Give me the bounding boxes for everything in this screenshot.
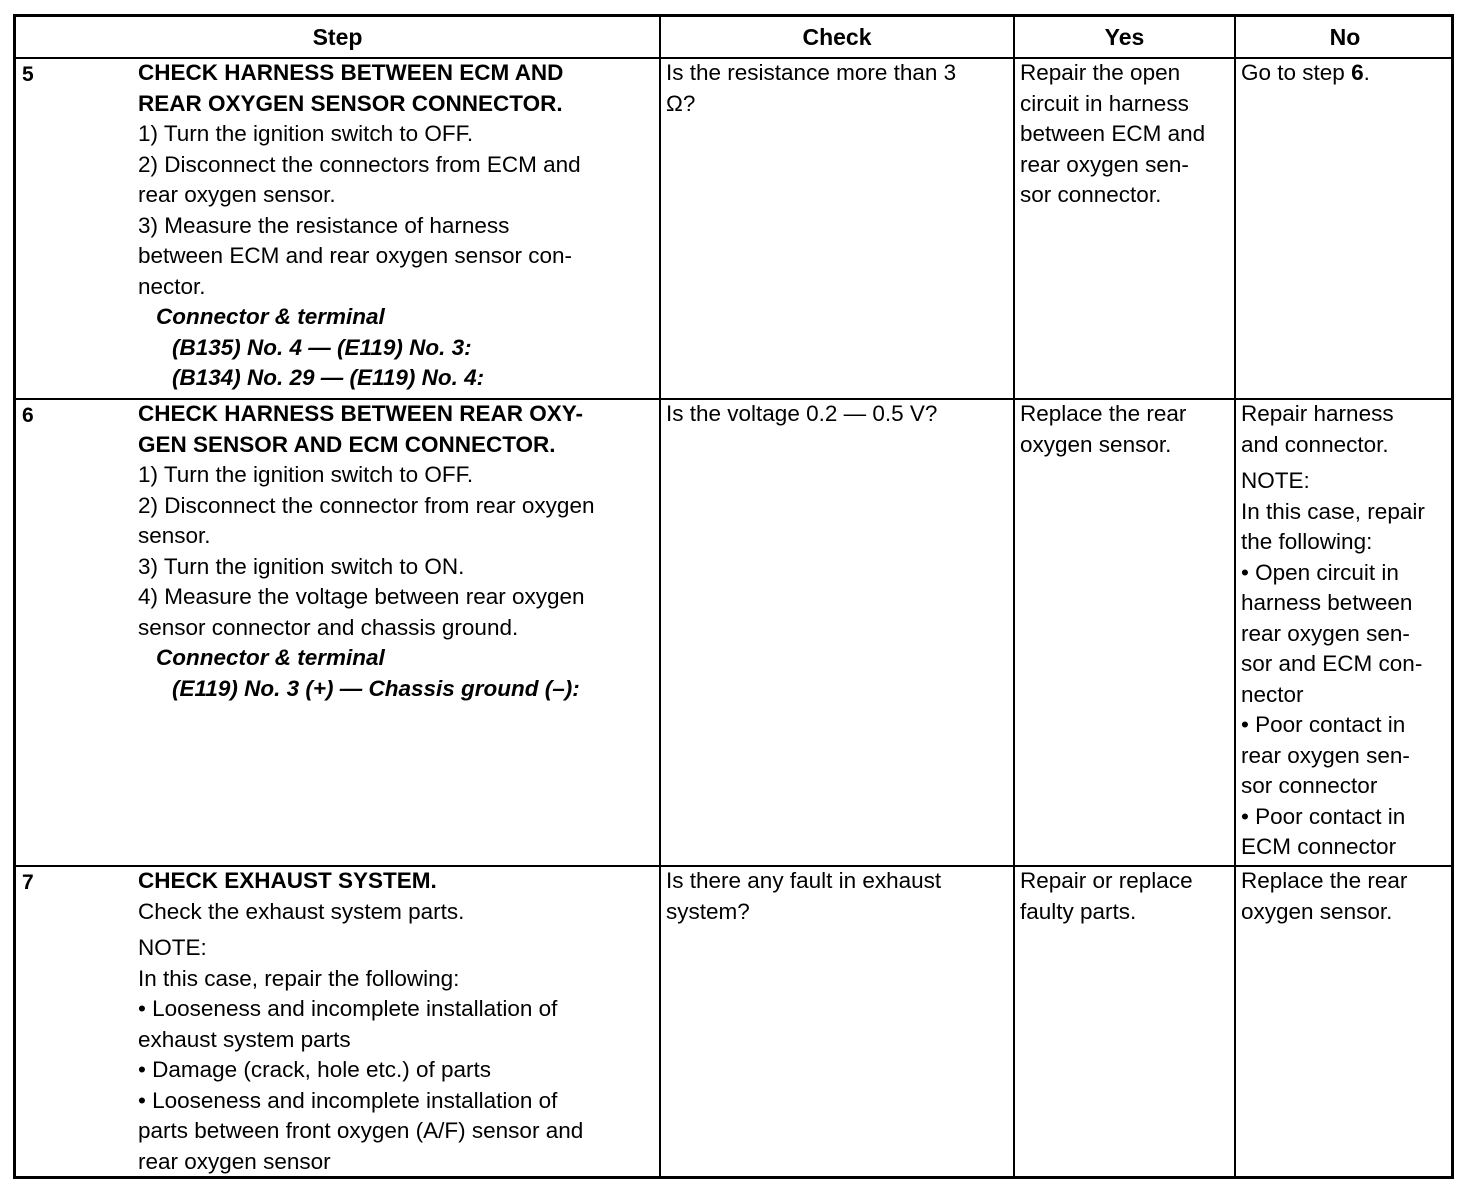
note-text: sor connector: [1241, 773, 1378, 798]
no-text: Go to step 6.: [1241, 60, 1370, 85]
note-text: • Poor contact in: [1241, 712, 1406, 737]
step-cell: [138, 58, 656, 394]
step-title: REAR OXYGEN SENSOR CONNECTOR.: [138, 90, 563, 116]
step-cell: [138, 866, 656, 1177]
note-text: • Looseness and incomplete installation of: [138, 996, 558, 1021]
step-instruction: 4) Measure the voltage between rear oxygen: [138, 584, 585, 609]
yes-text: Repair the open: [1020, 60, 1181, 85]
step-number: 7: [22, 871, 34, 894]
note-label: NOTE:: [1241, 468, 1310, 493]
note-text: the following:: [1241, 529, 1373, 554]
step-instruction: Check the exhaust system parts.: [138, 898, 465, 924]
check-cell: [666, 866, 1011, 927]
note-text: In this case, repair the following:: [138, 965, 460, 991]
yes-cell: [1020, 399, 1232, 460]
step-instruction: nector.: [138, 273, 206, 299]
no-cell: [1241, 58, 1453, 89]
step-instruction: between ECM and rear oxygen sensor con-: [138, 243, 572, 268]
check-cell: [666, 58, 1011, 119]
column-divider: [1013, 17, 1015, 1176]
step-cell: [138, 399, 656, 704]
yes-cell: [1020, 866, 1232, 927]
note-text: ECM connector: [1241, 834, 1397, 859]
note-text: rear oxygen sensor: [138, 1148, 331, 1174]
no-text: and connector.: [1241, 431, 1389, 457]
header-yes: Yes: [1104, 23, 1145, 50]
step-title: CHECK HARNESS BETWEEN REAR OXY-: [138, 401, 584, 426]
step-reference: 6: [1351, 60, 1364, 85]
no-cell: [1241, 866, 1453, 927]
connector-terminal: (B134) No. 29 — (E119) No. 4:: [172, 365, 485, 390]
header-no: No: [1329, 23, 1361, 50]
note-text: In this case, repair: [1241, 498, 1425, 524]
note-text: • Damage (crack, hole etc.) of parts: [138, 1057, 492, 1082]
connector-label: Connector & terminal: [156, 304, 385, 329]
step-number: 5: [22, 63, 34, 86]
diagnostic-table: [13, 14, 1454, 1179]
column-divider: [1234, 17, 1236, 1176]
header-step: Step: [312, 23, 363, 50]
yes-text: rear oxygen sen-: [1020, 151, 1189, 177]
note-text: sor and ECM con-: [1241, 651, 1423, 676]
note-text: rear oxygen sen-: [1241, 742, 1410, 768]
check-text: Is the resistance more than 3: [666, 60, 957, 85]
check-text: Is the voltage 0.2 — 0.5 V?: [666, 401, 938, 426]
yes-text: sor connector.: [1020, 182, 1162, 207]
no-text: oxygen sensor.: [1241, 898, 1393, 924]
yes-text: between ECM and: [1020, 121, 1206, 146]
step-instruction: 3) Measure the resistance of harness: [138, 212, 510, 238]
step-title: GEN SENSOR AND ECM CONNECTOR.: [138, 431, 556, 457]
step-instruction: 2) Disconnect the connector from rear oxygen: [138, 492, 595, 518]
connector-terminal: (B135) No. 4 — (E119) No. 3:: [172, 334, 472, 360]
no-text: Replace the rear: [1241, 868, 1408, 893]
check-text: Is there any fault in exhaust: [666, 868, 942, 893]
check-cell: [666, 399, 1011, 430]
no-cell: [1241, 399, 1453, 863]
note-text: • Open circuit in: [1241, 559, 1399, 585]
note-text: • Looseness and incomplete installation of: [138, 1087, 558, 1113]
connector-terminal: (E119) No. 3 (+) — Chassis ground (–):: [172, 675, 580, 701]
no-text: Repair harness: [1241, 401, 1394, 426]
step-title: CHECK HARNESS BETWEEN ECM AND: [138, 60, 564, 85]
yes-text: Replace the rear: [1020, 401, 1187, 426]
note-label: NOTE:: [138, 935, 207, 960]
step-number: 6: [22, 404, 34, 427]
step-instruction: rear oxygen sensor.: [138, 182, 336, 207]
step-instruction: 3) Turn the ignition switch to ON.: [138, 553, 465, 579]
column-divider: [659, 17, 661, 1176]
yes-text: Repair or replace: [1020, 868, 1193, 893]
note-text: rear oxygen sen-: [1241, 620, 1410, 646]
step-instruction: 1) Turn the ignition switch to OFF.: [138, 462, 474, 487]
note-text: parts between front oxygen (A/F) sensor and: [138, 1118, 584, 1143]
check-text: system?: [666, 898, 750, 924]
note-text: nector: [1241, 681, 1304, 707]
step-title: CHECK EXHAUST SYSTEM.: [138, 868, 437, 893]
yes-text: circuit in harness: [1020, 90, 1189, 116]
step-instruction: 2) Disconnect the connectors from ECM and: [138, 151, 581, 177]
yes-text: oxygen sensor.: [1020, 431, 1172, 457]
note-text: • Poor contact in: [1241, 803, 1406, 829]
step-instruction: sensor connector and chassis ground.: [138, 614, 519, 640]
yes-text: faulty parts.: [1020, 898, 1137, 924]
step-instruction: sensor.: [138, 523, 211, 548]
connector-label: Connector & terminal: [156, 645, 385, 670]
step-instruction: 1) Turn the ignition switch to OFF.: [138, 121, 474, 146]
note-text: exhaust system parts: [138, 1026, 351, 1052]
note-text: harness between: [1241, 590, 1413, 615]
header-check: Check: [802, 23, 872, 50]
check-text: Ω?: [666, 90, 696, 116]
yes-cell: [1020, 58, 1232, 211]
